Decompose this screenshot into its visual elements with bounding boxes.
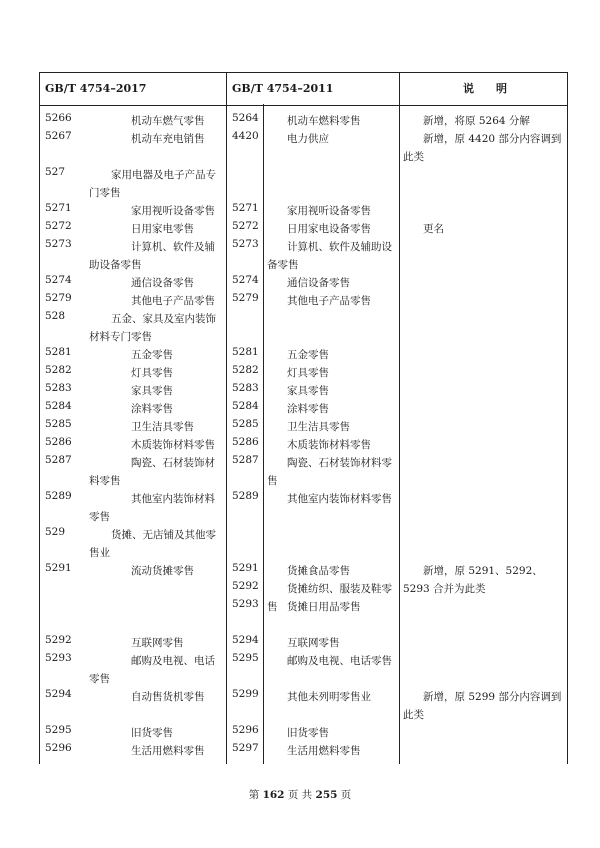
code-2017: 529 <box>45 526 66 538</box>
code-2011: 5292 <box>232 580 259 592</box>
name-2017: 日用家电零售 <box>131 223 194 235</box>
note: 新增，原 4420 部分内容调到此类 <box>403 133 562 163</box>
header-2011: GB/T 4754–2011 <box>232 82 334 95</box>
code-2011: 5283 <box>232 382 259 394</box>
note: 新增，原 5291、5292、5293 合并为此类 <box>403 565 543 595</box>
column-divider-2011-code <box>263 104 264 764</box>
note: 新增，将原 5264 分解 <box>423 115 530 127</box>
name-2011: 生活用燃料零售 <box>287 745 361 757</box>
code-2011: 4420 <box>232 130 259 142</box>
name-2011: 家具零售 <box>287 385 329 397</box>
name-2017: 通信设备零售 <box>131 277 194 289</box>
code-2017: 5272 <box>45 220 72 232</box>
code-2017: 528 <box>45 310 66 322</box>
name-2017: 生活用燃料零售 <box>131 745 205 757</box>
name-2017: 木质装饰材料零售 <box>131 439 215 451</box>
name-2011: 其他电子产品零售 <box>287 295 371 307</box>
code-2017: 5295 <box>45 724 72 736</box>
name-2017: 陶瓷、石材装饰材料零售 <box>89 457 215 487</box>
code-2017: 5293 <box>45 652 72 664</box>
footer-mid: 页 共 <box>287 789 313 801</box>
code-2017: 5273 <box>45 238 72 250</box>
table-header <box>39 72 567 106</box>
name-2011: 家用视听设备零售 <box>287 205 371 217</box>
code-2011: 5281 <box>232 346 259 358</box>
name-2017: 五金零售 <box>131 349 173 361</box>
name-2011: 涂料零售 <box>287 403 329 415</box>
code-2017: 5281 <box>45 346 72 358</box>
code-2011: 5299 <box>232 688 259 700</box>
code-2017: 5289 <box>45 490 72 502</box>
name-2011: 陶瓷、石材装饰材料零售 <box>267 457 392 487</box>
code-2011: 5297 <box>232 742 259 754</box>
name-2017: 自动售货机零售 <box>131 691 205 703</box>
code-2011: 5293 <box>232 598 259 610</box>
name-2011: 机动车燃料零售 <box>287 115 361 127</box>
name-2011: 计算机、软件及辅助设备零售 <box>267 241 392 271</box>
name-2017: 家用电器及电子产品专门零售 <box>89 169 216 199</box>
name-2011: 木质装饰材料零售 <box>287 439 371 451</box>
name-2017: 卫生洁具零售 <box>131 421 194 433</box>
name-2011: 互联网零售 <box>287 637 340 649</box>
code-2017: 5279 <box>45 292 72 304</box>
name-2011: 邮购及电视、电话零售 <box>287 655 392 667</box>
name-2011: 五金零售 <box>287 349 329 361</box>
page-footer <box>0 787 600 802</box>
code-2011: 5287 <box>232 454 259 466</box>
code-2017: 5271 <box>45 202 72 214</box>
footer-pre: 第 <box>248 789 260 801</box>
code-2011: 5279 <box>232 292 259 304</box>
code-2011: 5289 <box>232 490 259 502</box>
name-2017: 家用视听设备零售 <box>131 205 215 217</box>
code-2017: 5283 <box>45 382 72 394</box>
code-2011: 5295 <box>232 652 259 664</box>
code-2011: 5282 <box>232 364 259 376</box>
code-2011: 5284 <box>232 400 259 412</box>
page-total: 255 <box>315 789 338 801</box>
name-2011: 其他室内装饰材料零售 <box>287 493 392 505</box>
code-2017: 5286 <box>45 436 72 448</box>
header-note: 说 明 <box>463 82 507 95</box>
code-2011: 5273 <box>232 238 259 250</box>
code-2017: 5284 <box>45 400 72 412</box>
header-2017: GB/T 4754–2017 <box>45 82 147 95</box>
note: 新增，原 5299 部分内容调到此类 <box>403 691 562 721</box>
name-2017: 邮购及电视、电话零售 <box>89 655 215 685</box>
name-2011: 货摊食品零售 <box>287 565 350 577</box>
table-border-left <box>39 72 40 764</box>
name-2017: 其他电子产品零售 <box>131 295 215 307</box>
name-2011: 卫生洁具零售 <box>287 421 350 433</box>
standards-comparison-table <box>39 72 567 764</box>
code-2017: 5285 <box>45 418 72 430</box>
page-number: 162 <box>262 789 285 801</box>
code-2017: 5291 <box>45 562 72 574</box>
table-border-right <box>567 72 568 764</box>
code-2011: 5296 <box>232 724 259 736</box>
name-2011: 货摊纺织、服装及鞋零售 <box>267 583 392 613</box>
code-2017: 5274 <box>45 274 72 286</box>
code-2017: 5296 <box>45 742 72 754</box>
code-2011: 5264 <box>232 112 259 124</box>
code-2017: 5282 <box>45 364 72 376</box>
name-2011: 日用家电设备零售 <box>287 223 371 235</box>
code-2017: 5266 <box>45 112 72 124</box>
code-2011: 5285 <box>232 418 259 430</box>
code-2017: 5294 <box>45 688 72 700</box>
code-2017: 5287 <box>45 454 72 466</box>
name-2011: 通信设备零售 <box>287 277 350 289</box>
name-2017: 家具零售 <box>131 385 173 397</box>
name-2017: 涂料零售 <box>131 403 173 415</box>
name-2011: 电力供应 <box>287 133 329 145</box>
column-divider-2011 <box>399 72 400 764</box>
name-2017: 机动车充电销售 <box>131 133 205 145</box>
name-2017: 其他室内装饰材料零售 <box>89 493 215 523</box>
name-2017: 机动车燃气零售 <box>131 115 205 127</box>
code-2011: 5294 <box>232 634 259 646</box>
name-2017: 计算机、软件及辅助设备零售 <box>89 241 215 271</box>
note: 更名 <box>423 223 444 235</box>
name-2017: 五金、家具及室内装饰材料专门零售 <box>89 313 216 343</box>
code-2017: 5267 <box>45 130 72 142</box>
name-2011: 其他未列明零售业 <box>287 691 371 703</box>
code-2011: 5274 <box>232 274 259 286</box>
code-2017: 527 <box>45 166 66 178</box>
name-2011: 货摊日用品零售 <box>287 601 361 613</box>
name-2017: 灯具零售 <box>131 367 173 379</box>
name-2017: 互联网零售 <box>131 637 184 649</box>
column-divider-2017 <box>226 72 227 764</box>
code-2017: 5292 <box>45 634 72 646</box>
code-2011: 5291 <box>232 562 259 574</box>
code-2011: 5271 <box>232 202 259 214</box>
name-2017: 货摊、无店铺及其他零售业 <box>89 529 216 559</box>
code-2011: 5286 <box>232 436 259 448</box>
code-2011: 5272 <box>232 220 259 232</box>
name-2011: 灯具零售 <box>287 367 329 379</box>
name-2011: 旧货零售 <box>287 727 329 739</box>
footer-post: 页 <box>340 789 352 801</box>
name-2017: 旧货零售 <box>131 727 173 739</box>
name-2017: 流动货摊零售 <box>131 565 194 577</box>
